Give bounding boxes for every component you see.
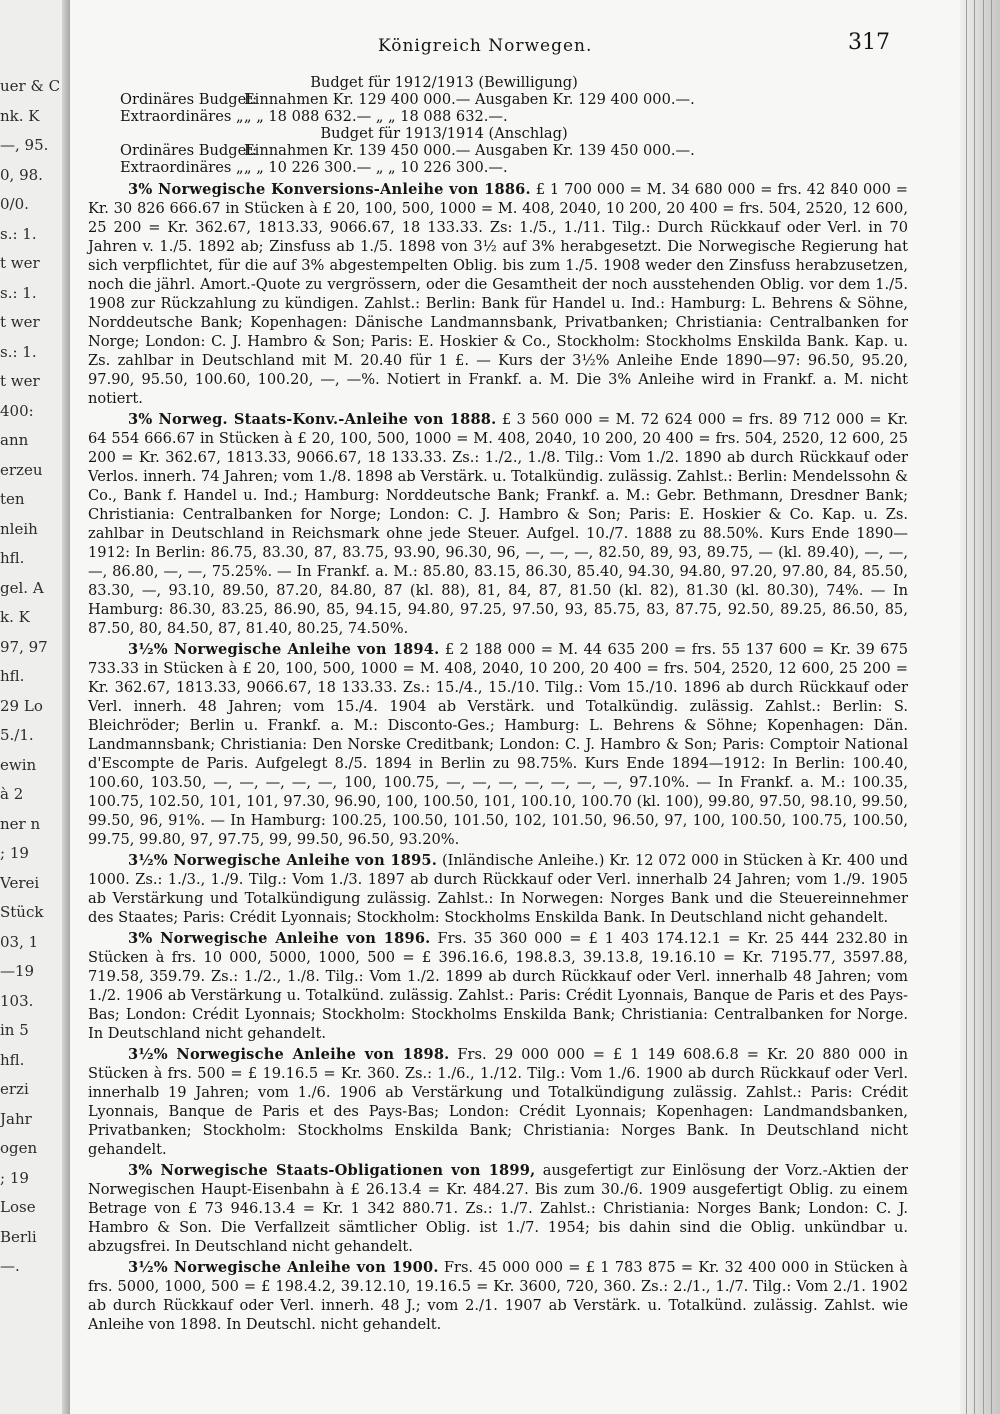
loan-entry (88, 1045, 908, 1159)
loan-entry (88, 640, 908, 849)
loan-text: (Inländische Anleihe.) Kr. 12 072 000 in Stücken à Kr. 400 und 1000. Zs.: 1./3., 1./9. Tilg.: Vom 1./3. 1897 ab durch Rückkauf oder Verl. innerhalb 24 Jahren; vom 1./9. 1905 ab Verstärkung und Totalkündigung zulässig. Zahlst.: In Norwegen: Norges Bank und die Steuereinnehmer des Staates; Paris: Crédit Lyonnais; Stockholm: Stockholms Enskilda Bank. In Deutschland nicht gehandelt. (88, 852, 909, 926)
facing-page-fragment: 103. (0, 991, 34, 1010)
loan-entry (88, 851, 908, 927)
loan-entry (88, 1258, 908, 1334)
facing-page-fragment: hfl. (0, 549, 25, 567)
budget-section (88, 74, 908, 176)
budget-row-value: „ „ 18 088 632.— „ „ 18 088 632.—. (244, 108, 508, 125)
facing-page-fragment: uer & C (0, 77, 61, 95)
page-edge (960, 0, 1000, 1414)
loan-heading: 3% Norwegische Staats-Obligationen von 1899, (128, 1162, 536, 1179)
facing-page-fragment: ann (0, 431, 29, 449)
loan-heading: 3½% Norwegische Anleihe von 1895. (128, 852, 438, 869)
facing-page-fragment: Jahr (0, 1109, 32, 1128)
loan-text: £ 3 560 000 = M. 72 624 000 = frs. 89 712 000 = Kr. 64 554 666.67 in Stücken à £ 20, 100, 500, 1000 = M. 408, 2040, 10 200, 20 400 = frs. 504, 2520, 12 600, 25 200 = Kr. 362.67, 1813.33, 9066.67, 18 133.33. Zs.: 1./2., 1./8. Tilg.: Vom 1./2. 1890 ab durch Rückkauf oder Verlos. innerh. 74 Jahren; vom 1./8. 1898 ab Verstärk. u. Totalkündig. zulässig. Zahlst.: Berlin: Mendelssohn & Co., Bank f. Handel u. Ind.; Hamburg: Norddeutsche Bank; Frankf. a. M.: Gebr. Bethmann, Dresdner Bank; Christiania: Centralbanken for Norge; London: C. J. Hambro & Son; Paris: E. Hoskier & Co. Kap. u. Zs. zahlbar in Deutschland in Reichsmark ohne jede Steuer. Aufgel. 10./7. 1888 zu 88.50%. Kurs Ende 1890—1912: In Berlin: 86.75, 83.30, 87, 83.75, 93.90, 96.30, 96, —, —, —, 82.50, 89, 93, 89.75, — (kl. 89.40), —, —, —, 86.80, —, —, 75.25%. — In Frankf. a. M.: 85.80, 83.15, 86.30, 85.40, 94.30, 94.80, 97.20, 97.80, 84, 85.50, 83.30, —, 93.10, 89.50, 87.20, 84.80, 87 (kl. 88), 81, 84, 87, 81.50 (kl. 82), 81.30 (kl. 80.30), 74%. — In Hamburg: 86.30, 83.25, 86.90, 85, 94.15, 94.80, 97.25, 97.50, 93, 85.75, 83, 87.75, 92.50, 89.25, 86.50, 85, 87.50, 80, 84.50, 87, 81.40, 80.25, 74.50%. (88, 411, 909, 637)
facing-page-fragment: gel. A (0, 578, 44, 597)
loan-entry (88, 180, 908, 408)
budget-row-label: Extraordinäres „ (120, 108, 244, 125)
loan-heading: 3% Norwegische Konversions-Anleihe von 1886. (128, 181, 531, 198)
facing-page-fragment: s.: 1. (0, 224, 37, 243)
facing-page-fragment: 29 Lo (0, 696, 43, 715)
facing-page-fragment: Lose (0, 1198, 36, 1216)
book-gutter (62, 0, 70, 1414)
facing-page-fragment: 0/0. (0, 195, 29, 213)
facing-page-fragment: —. (0, 1257, 20, 1275)
facing-page-fragment: 97, 97 (0, 637, 48, 656)
budget-row-value: „ „ 10 226 300.— „ „ 10 226 300.—. (244, 159, 508, 176)
loan-entry (88, 1161, 908, 1256)
page-edge-line (983, 0, 984, 1414)
facing-page-fragment: in 5 (0, 1021, 29, 1039)
loan-entry (88, 929, 908, 1043)
facing-page-fragment: 400: (0, 401, 34, 420)
facing-page-fragment: hfl. (0, 667, 25, 685)
facing-page-fragment: ewin (0, 755, 37, 774)
facing-page-fragment: s.: 1. (0, 342, 37, 361)
loan-text: Frs. 35 360 000 = £ 1 403 174.12.1 = Kr. 25 444 232.80 in Stücken à frs. 10 000, 5000, 1000, 500 = £ 396.16.6, 198.8.3, 39.13.8, 19.16.10 = Kr. 7195.77, 3597.88, 719.58, 359.79. Zs.: 1./2., 1./8. Tilg.: Vom 1./2. 1899 ab durch Rückkauf oder Verl. innerhalb 48 Jahren; vom 1./2. 1906 ab Verstärkung u. Totalkünd. zulässig. Zahlst.: Paris: Crédit Lyonnais, Banque de Paris et des Pays-Bas; London: Crédit Lyonnais; Stockholm: Stockholms Enskilda Bank; Christiania: Centralbanken for Norge. In Deutschland nicht gehandelt. (88, 930, 908, 1042)
budget-row-value: Einnahmen Kr. 129 400 000.— Ausgaben Kr. 129 400 000.—. (244, 91, 695, 108)
facing-page-fragment: ; 19 (0, 844, 29, 862)
budget-row (120, 91, 908, 108)
budget-title-1912: Budget für 1912/1913 (Bewilligung) (310, 74, 578, 91)
budget-title-1913: Budget für 1913/1914 (Anschlag) (320, 125, 568, 142)
facing-page-fragment: nk. K (0, 106, 40, 125)
facing-page-fragment: hfl. (0, 1050, 25, 1069)
page-edge-line (974, 0, 975, 1414)
running-head (88, 30, 908, 60)
loan-heading: 3% Norweg. Staats-Konv.-Anleihe von 1888. (128, 411, 497, 428)
budget-row (120, 159, 908, 176)
body-text (88, 74, 908, 1336)
facing-page-fragment: k. K (0, 608, 30, 626)
facing-page-fragment: à 2 (0, 785, 24, 803)
loan-entry (88, 410, 908, 638)
facing-page-fragment: t wer (0, 372, 40, 390)
facing-page-fragment: ogen (0, 1139, 38, 1157)
facing-page-fragment: Verei (0, 873, 40, 892)
page-edge-line (991, 0, 992, 1414)
loan-text: £ 1 700 000 = M. 34 680 000 = frs. 42 840 000 = Kr. 30 826 666.67 in Stücken à £ 20, 100, 500, 1000 = M. 408, 2040, 10 200, 20 400 = frs. 504, 2520, 12 600, 25 200 = Kr. 362.67, 1813.33, 9066.67, 18 133.33. Zs: 1./5., 1./11. Tilg.: Durch Rückkauf oder Verl. in 70 Jahren v. 1./5. 1892 ab; Zinsfuss ab 1./5. 1898 von 3½ auf 3% herabgesetzt. Die Norwegische Regierung hat sich verpflichtet, für die auf 3% abgestempelten Oblig. bis zum 1./5. 1908 weder den Zinsfuss herabzusetzen, noch die jährl. Amort.-Quote zu vergrössern, oder die Gesamtheit der noch ausstehenden Oblig. vor dem 1./5. 1908 zur Rückzahlung zu kündigen. Zahlst.: Berlin: Bank für Handel u. Ind.: Hamburg: L. Behrens & Söhne, Norddeutsche Bank; Kopenhagen: Dänische Landmannsbank, Privatbanken; Christiania: Centralbanken for Norge; London: C. J. Hambro & Son; Paris: E. Hoskier & Co., Stockholm: Stockholms Enskilda Bank. Kap. u. Zs. zahlbar in Deutschland mit M. 20.40 für 1 £. — Kurs der 3½% Anleihe Ende 1890—97: 96.50, 95.20, 97.90, 95.50, 100.60, 100.20, —, —%. Notiert in Frankf. a. M. Die 3% Anleihe wird in Frankf. a. M. nicht notiert. (88, 181, 908, 407)
facing-page-fragment: 5./1. (0, 726, 34, 744)
facing-page-fragment: ; 19 (0, 1168, 29, 1187)
facing-page-fragment: erzeu (0, 460, 43, 479)
page-edge-line (966, 0, 967, 1414)
facing-page-strip (0, 0, 70, 1414)
facing-page-fragment: Berli (0, 1227, 37, 1246)
budget-row (120, 142, 908, 159)
facing-page-fragment: —, 95. (0, 136, 49, 154)
facing-page-fragment: t wer (0, 313, 40, 331)
facing-page-fragment: 03, 1 (0, 932, 39, 951)
loan-text: Frs. 29 000 000 = £ 1 149 608.6.8 = Kr. 20 880 000 in Stücken à frs. 500 = £ 19.16.5 = Kr. 360. Zs.: 1./6., 1./12. Tilg.: Vom 1./6. 1900 ab durch Rückkauf oder Verl. innerhalb 19 Jahren; vom 1./6. 1906 ab Verstärkung und Totalkündigung zulässig. Zahlst.: Paris: Crédit Lyonnais, Banque de Paris et des Pays-Bas; London: Crédit Lyonnais; Kopenhagen: Landmandsbanken, Privatbanken; Stockholm: Stockholms Enskilda Bank; Christiania: Norges Bank. In Deutschland nicht gehandelt. (88, 1046, 908, 1158)
facing-page-fragment: —19 (0, 962, 35, 980)
budget-row-label: Ordinäres Budget: (120, 142, 258, 159)
facing-page-fragment: nleih (0, 519, 38, 538)
facing-page-fragment: s.: 1. (0, 283, 37, 302)
running-head-title: Königreich Norwegen. (378, 36, 593, 56)
loan-heading: 3% Norwegische Anleihe von 1896. (128, 930, 431, 947)
loan-text: £ 2 188 000 = M. 44 635 200 = frs. 55 137 600 = Kr. 39 675 733.33 in Stücken à £ 20, 100, 500, 1000 = M. 408, 2040, 10 200, 20 400 = frs. 504, 2520, 12 600, 25 200 = Kr. 362.67, 1813.33, 9066.67, 18 133.33. Zs.: 15./4., 15./10. Tilg.: Vom 15./10. 1896 ab durch Rückkauf oder Verl. innerh. 48 Jahren; vom 15./4. 1904 ab Verstärk. und Totalkündig. zulässig. Zahlst.: Berlin: S. Bleichröder; Berlin u. Frankf. a. M.: Disconto-Ges.; Hamburg: L. Behrens & Söhne; Kopenhagen: Dän. Landmannsbank; Christiania: Den Norske Creditbank; London: C. J. Hambro & Son; Paris: Comptoir National d'Escompte de Paris. Aufgelegt 8./5. 1894 in Berlin zu 98.75%. Kurs Ende 1894—1912: In Berlin: 100.40, 100.60, 103.50, —, —, —, —, —, 100, 100.75, —, —, —, —, —, —, —, 97.10%. — In Frankf. a. M.: 100.35, 100.75, 102.50, 101, 101, 97.30, 96.90, 100, 100.50, 101, 100.10, 100.70 (kl. 100), 99.80, 97.50, 98.10, 99.50, 99.50, 96, 91%. — In Hamburg: 100.25, 100.50, 101.50, 102, 101.50, 96.50, 97, 100, 100.50, 100.75, 100.50, 99.75, 99.80, 97, 97.75, 99, 99.50, 96.50, 93.20%. (88, 641, 909, 848)
loan-text: Frs. 45 000 000 = £ 1 783 875 = Kr. 32 400 000 in Stücken à frs. 5000, 1000, 500 = £ 198.4.2, 39.12.10, 19.16.5 = Kr. 3600, 720, 360. Zs.: 2./1., 1./7. Tilg.: Vom 2./1. 1902 ab durch Rückkauf oder Verl. innerh. 48 J.; vom 2./1. 1907 ab Verstärk. u. Totalkünd. zulässig. Zahlst. wie Anleihe von 1898. In Deutschl. nicht gehandelt. (88, 1259, 909, 1333)
budget-row-value: Einnahmen Kr. 139 450 000.— Ausgaben Kr. 139 450 000.—. (244, 142, 695, 159)
loan-heading: 3½% Norwegische Anleihe von 1898. (128, 1046, 450, 1063)
budget-row-label: Ordinäres Budget: (120, 91, 258, 108)
page-number: 317 (848, 30, 890, 55)
facing-page-fragment: 0, 98. (0, 165, 43, 184)
budget-row-label: Extraordinäres „ (120, 159, 244, 176)
facing-page-fragment: t wer (0, 254, 40, 272)
facing-page-fragment: ner n (0, 814, 41, 833)
loan-heading: 3½% Norwegische Anleihe von 1894. (128, 641, 440, 658)
loan-heading: 3½% Norwegische Anleihe von 1900. (128, 1259, 439, 1276)
document-page (88, 22, 908, 1402)
budget-row (120, 108, 908, 125)
facing-page-fragment: Stück (0, 903, 44, 921)
facing-page-fragment: erzi (0, 1080, 29, 1098)
loan-text: ausgefertigt zur Einlösung der Vorz.-Aktien der Norwegischen Haupt-Eisenbahn à £ 26.13.4 = Kr. 484.27. Bis zum 30./6. 1909 ausgefertigt Oblig. zu einem Betrage von £ 73 946.13.4 = Kr. 1 342 880.71. Zs.: 1./7. Zahlst.: Christiania: Norges Bank; London: C. J. Hambro & Son. Die Verfallzeit sämtlicher Oblig. ist 1./7. 1954; bis dahin sind die Oblig. unkündbar u. abzugsfrei. In Deutschland nicht gehandelt. (88, 1162, 908, 1255)
facing-page-fragment: ten (0, 490, 25, 508)
